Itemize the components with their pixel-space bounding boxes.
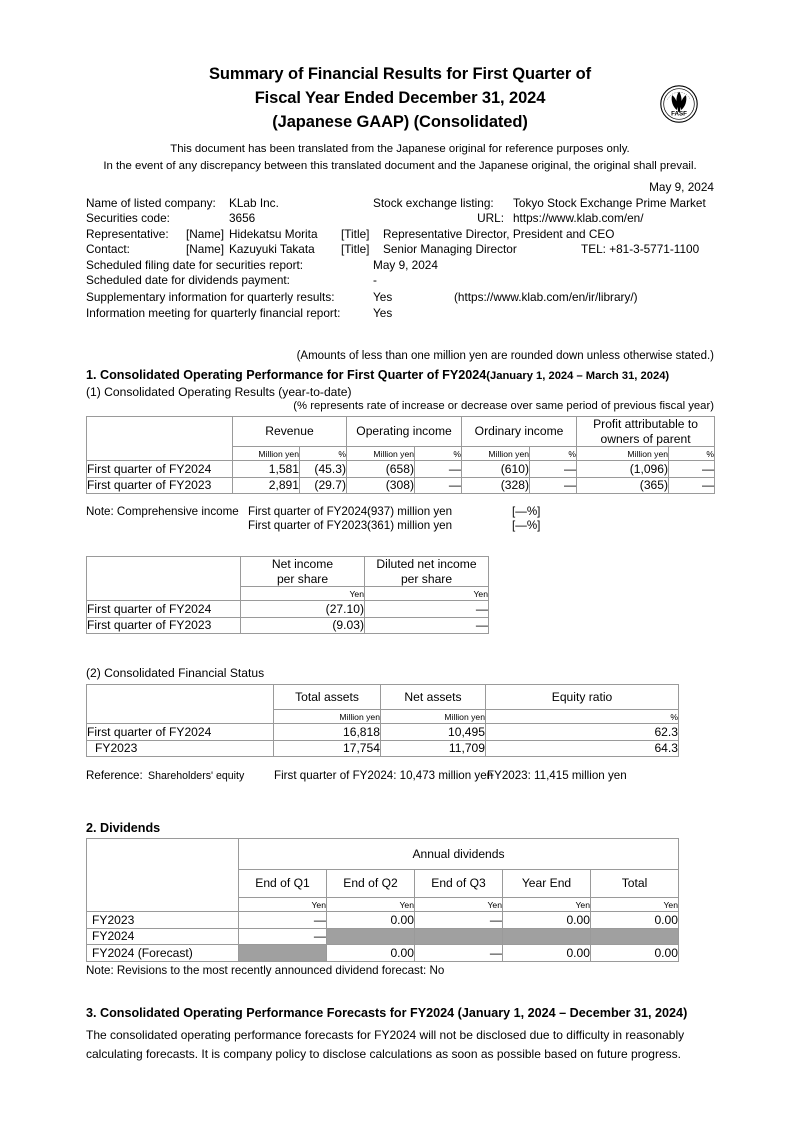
supplementary-label: Supplementary information for quarterly results: [86, 289, 335, 304]
unit-operating-million: Million yen [347, 447, 415, 461]
dividends-fy2024-q1: — [239, 928, 327, 945]
results-fy2023-profit: (365) [577, 477, 669, 494]
release-date: May 9, 2024 [649, 180, 714, 194]
eps-header-net-income [241, 557, 365, 587]
filing-date-value: May 9, 2024 [373, 257, 438, 272]
comprehensive-income-pct-2: [—%] [512, 519, 541, 532]
results-header-profit-attributable [577, 417, 715, 447]
representative-name-tag: [Name] [186, 226, 225, 241]
unit-dividends-q1-yen: Yen [239, 898, 327, 912]
results-fy2023-operating-pct: — [415, 477, 462, 494]
translation-note-2: In the event of any discrepancy between this translated document and the Japanese original, the original shall prevail. [103, 159, 697, 172]
status-fy2023-net-assets: 11,709 [381, 740, 486, 757]
status-header-equity-ratio: Equity ratio [486, 685, 679, 710]
unit-equity-ratio-pct: % [486, 710, 679, 724]
status-row-label-fy2024: First quarter of FY2024 [87, 724, 274, 741]
dividends-header-year-end: Year End [503, 870, 591, 898]
document-title-block [86, 62, 714, 174]
supplementary-url[interactable]: (https://www.klab.com/en/ir/library/) [454, 289, 638, 304]
reference-note-prefix: Reference: [86, 769, 143, 782]
results-header-operating-income: Operating income [347, 417, 462, 447]
results-fy2023-revenue: 2,891 [233, 477, 300, 494]
results-fy2024-ordinary-pct: — [530, 461, 577, 478]
comprehensive-income-period-1: First quarter of FY2024: [248, 505, 371, 518]
representative-label: Representative: [86, 226, 169, 241]
status-fy2024-total-assets: 16,818 [274, 724, 381, 741]
eps-fy2024-net: (27.10) [241, 601, 365, 618]
table-row [87, 740, 679, 757]
reference-note-term: Shareholders' equity [148, 770, 245, 782]
unit-eps-net-yen: Yen [241, 587, 365, 601]
status-fy2024-net-assets: 10,495 [381, 724, 486, 741]
operating-results-table [86, 416, 715, 494]
table-header-row [87, 685, 679, 710]
eps-header-diluted-net-income [365, 557, 489, 587]
section1-sub1-heading: (1) Consolidated Operating Results (year-to-date) [86, 385, 352, 399]
section1-heading-period: (January 1, 2024 – March 31, 2024) [486, 370, 670, 382]
meeting-label: Information meeting for quarterly financial report: [86, 306, 341, 321]
info-row-meeting [86, 306, 718, 323]
results-fy2023-ordinary: (328) [462, 477, 530, 494]
comprehensive-income-value-2: (361) million yen [367, 519, 453, 532]
table-row [87, 724, 679, 741]
dividends-row-label-fy2024-forecast: FY2024 (Forecast) [87, 945, 239, 962]
section1-heading [86, 368, 669, 382]
dividends-header-q3: End of Q3 [415, 870, 503, 898]
unit-revenue-pct: % [300, 447, 347, 461]
representative-title-tag: [Title] [341, 226, 370, 241]
dividends-fy2023-total: 0.00 [591, 912, 679, 929]
exchange-value: Tokyo Stock Exchange Prime Market [513, 196, 706, 210]
results-fy2024-ordinary: (610) [462, 461, 530, 478]
table-row [87, 945, 679, 962]
securities-code-label: Securities code: [86, 211, 170, 226]
results-fy2024-revenue-pct: (45.3) [300, 461, 347, 478]
fasf-seal-text: FASF [671, 110, 687, 118]
contact-title: Senior Managing Director [383, 242, 517, 257]
page-title-line-1: Summary of Financial Results for First Quarter of [208, 65, 591, 83]
unit-net-assets-million: Million yen [381, 710, 486, 724]
reference-note-value-1: First quarter of FY2024: 10,473 million yen [274, 769, 494, 782]
unit-eps-diluted-yen: Yen [365, 587, 489, 601]
dividends-fy2023-year-end: 0.00 [503, 912, 591, 929]
reference-note-value-2: FY2023: 11,415 million yen [487, 769, 627, 782]
financial-status-table [86, 684, 679, 757]
dividends-header-q2: End of Q2 [327, 870, 415, 898]
contact-name-tag: [Name] [186, 242, 225, 257]
fasf-seal-logo [659, 84, 699, 124]
dividends-fy2024-q2-shaded [327, 928, 415, 945]
url-label: URL: [477, 211, 504, 226]
results-row-label-fy2023: First quarter of FY2023 [87, 477, 233, 494]
info-row-securities-code [86, 211, 718, 226]
url-value[interactable]: https://www.klab.com/en/ [513, 211, 644, 226]
eps-header-net-line-1: Net income [271, 557, 334, 571]
page-title-line-3: (Japanese GAAP) (Consolidated) [272, 113, 528, 131]
dividend-date-value: - [373, 272, 377, 287]
section3-paragraph: The consolidated operating performance forecasts for FY2024 will not be disclosed due to difficulty in reasonably calculating forecasts. It is company policy to disclose calculations as soon as possible based on future progress. [86, 1028, 685, 1061]
status-fy2024-equity-ratio: 62.3 [486, 724, 679, 741]
eps-fy2023-net: (9.03) [241, 617, 365, 634]
info-row-filing-date [86, 258, 718, 273]
company-name-value: KLab Inc. [229, 196, 279, 210]
results-fy2024-revenue: 1,581 [233, 461, 300, 478]
info-row-contact [86, 242, 718, 257]
unit-dividends-year-end-yen: Yen [503, 898, 591, 912]
eps-fy2024-diluted: — [365, 601, 489, 618]
results-header-revenue: Revenue [233, 417, 347, 447]
contact-tel: TEL: +81-3-5771-1100 [581, 242, 700, 257]
dividends-fy2024-year-end-shaded [503, 928, 591, 945]
dividends-group-header: Annual dividends [239, 839, 679, 870]
info-row-supplementary [86, 290, 718, 307]
comprehensive-income-pct-1: [—%] [512, 505, 541, 518]
company-info-block [86, 196, 718, 323]
status-header-total-assets: Total assets [274, 685, 381, 710]
results-fy2024-profit-pct: — [669, 461, 715, 478]
dividends-note: Note: Revisions to the most recently announced dividend forecast: No [86, 964, 445, 977]
comprehensive-income-note-label: Note: Comprehensive income [86, 505, 239, 518]
dividends-fy2024-q3-shaded [415, 928, 503, 945]
table-header-row [87, 557, 489, 587]
dividends-fy2023-q1: — [239, 912, 327, 929]
eps-table [86, 556, 489, 634]
dividends-forecast-q2: 0.00 [327, 945, 415, 962]
company-name-label: Name of listed company: [86, 196, 216, 210]
dividends-fy2023-q2: 0.00 [327, 912, 415, 929]
table-row [87, 617, 489, 634]
eps-corner-cell [87, 557, 241, 601]
dividends-forecast-total: 0.00 [591, 945, 679, 962]
table-header-row [87, 417, 715, 447]
percent-note: (% represents rate of increase or decrease over same period of previous fiscal year) [293, 400, 714, 412]
unit-operating-pct: % [415, 447, 462, 461]
status-corner-cell [87, 685, 274, 724]
eps-header-net-line-2: per share [276, 571, 329, 586]
table-row [87, 477, 715, 494]
supplementary-value: Yes [373, 289, 393, 304]
unit-dividends-q2-yen: Yen [327, 898, 415, 912]
dividends-fy2023-q3: — [415, 912, 503, 929]
table-row [87, 928, 679, 945]
results-fy2024-operating: (658) [347, 461, 415, 478]
dividends-header-total: Total [591, 870, 679, 898]
contact-title-tag: [Title] [341, 242, 370, 257]
unit-profit-million: Million yen [577, 447, 669, 461]
meeting-value: Yes [373, 306, 393, 321]
results-fy2023-revenue-pct: (29.7) [300, 477, 347, 494]
status-row-label-fy2023: FY2023 [87, 740, 274, 757]
eps-fy2023-diluted: — [365, 617, 489, 634]
dividend-date-label: Scheduled date for dividends payment: [86, 272, 290, 287]
unit-dividends-q3-yen: Yen [415, 898, 503, 912]
results-row-label-fy2024: First quarter of FY2024 [87, 461, 233, 478]
results-corner-cell [87, 417, 233, 461]
comprehensive-income-value-1: (937) million yen [367, 505, 453, 518]
comprehensive-income-period-2: First quarter of FY2023: [248, 519, 371, 532]
eps-header-diluted-line-1: Diluted net income [376, 557, 477, 571]
table-row [87, 601, 489, 618]
contact-name: Kazuyuki Takata [229, 242, 315, 257]
info-row-dividend-date [86, 273, 718, 290]
table-row [87, 912, 679, 929]
results-fy2024-profit: (1,096) [577, 461, 669, 478]
results-fy2023-operating: (308) [347, 477, 415, 494]
results-header-ordinary-income: Ordinary income [462, 417, 577, 447]
dividends-forecast-year-end: 0.00 [503, 945, 591, 962]
representative-name: Hidekatsu Morita [229, 226, 318, 241]
unit-ordinary-pct: % [530, 447, 577, 461]
table-row [87, 461, 715, 478]
section3-heading: 3. Consolidated Operating Performance Forecasts for FY2024 (January 1, 2024 – December 31, 2024) [86, 1006, 688, 1020]
contact-label: Contact: [86, 242, 130, 257]
unit-ordinary-million: Million yen [462, 447, 530, 461]
dividends-row-label-fy2024: FY2024 [87, 928, 239, 945]
translation-note-1: This document has been translated from the Japanese original for reference purposes only. [170, 143, 630, 155]
info-row-representative [86, 227, 718, 242]
status-header-net-assets: Net assets [381, 685, 486, 710]
dividends-row-label-fy2023: FY2023 [87, 912, 239, 929]
dividends-corner-cell [87, 839, 239, 912]
section1-heading-text: 1. Consolidated Operating Performance for First Quarter of FY2024 [86, 368, 487, 382]
info-row-company [86, 196, 718, 211]
results-header-profit-line-2: owners of parent [600, 431, 691, 446]
representative-title: Representative Director, President and CEO [383, 226, 615, 241]
results-fy2024-operating-pct: — [415, 461, 462, 478]
table-header-row [87, 839, 679, 870]
section2-heading: 2. Dividends [86, 821, 161, 835]
results-fy2023-ordinary-pct: — [530, 477, 577, 494]
dividends-fy2024-total-shaded [591, 928, 679, 945]
unit-profit-pct: % [669, 447, 715, 461]
eps-header-diluted-line-2: per share [400, 571, 453, 586]
section1-sub2-heading: (2) Consolidated Financial Status [86, 666, 265, 680]
securities-code-value: 3656 [229, 211, 256, 226]
rounding-note: (Amounts of less than one million yen are rounded down unless otherwise stated.) [296, 350, 714, 362]
status-fy2023-equity-ratio: 64.3 [486, 740, 679, 757]
dividends-forecast-q3: — [415, 945, 503, 962]
results-header-profit-line-1: Profit attributable to [593, 417, 698, 431]
results-fy2023-profit-pct: — [669, 477, 715, 494]
eps-row-label-fy2023: First quarter of FY2023 [87, 617, 241, 634]
filing-date-label: Scheduled filing date for securities report: [86, 257, 304, 272]
unit-dividends-total-yen: Yen [591, 898, 679, 912]
unit-total-assets-million: Million yen [274, 710, 381, 724]
eps-row-label-fy2024: First quarter of FY2024 [87, 601, 241, 618]
exchange-label: Stock exchange listing: [373, 196, 494, 210]
dividends-table [86, 838, 679, 962]
page-title-line-2: Fiscal Year Ended December 31, 2024 [254, 89, 546, 107]
dividends-header-q1: End of Q1 [239, 870, 327, 898]
unit-revenue-million: Million yen [233, 447, 300, 461]
status-fy2023-total-assets: 17,754 [274, 740, 381, 757]
dividends-forecast-q1-shaded [239, 945, 327, 962]
